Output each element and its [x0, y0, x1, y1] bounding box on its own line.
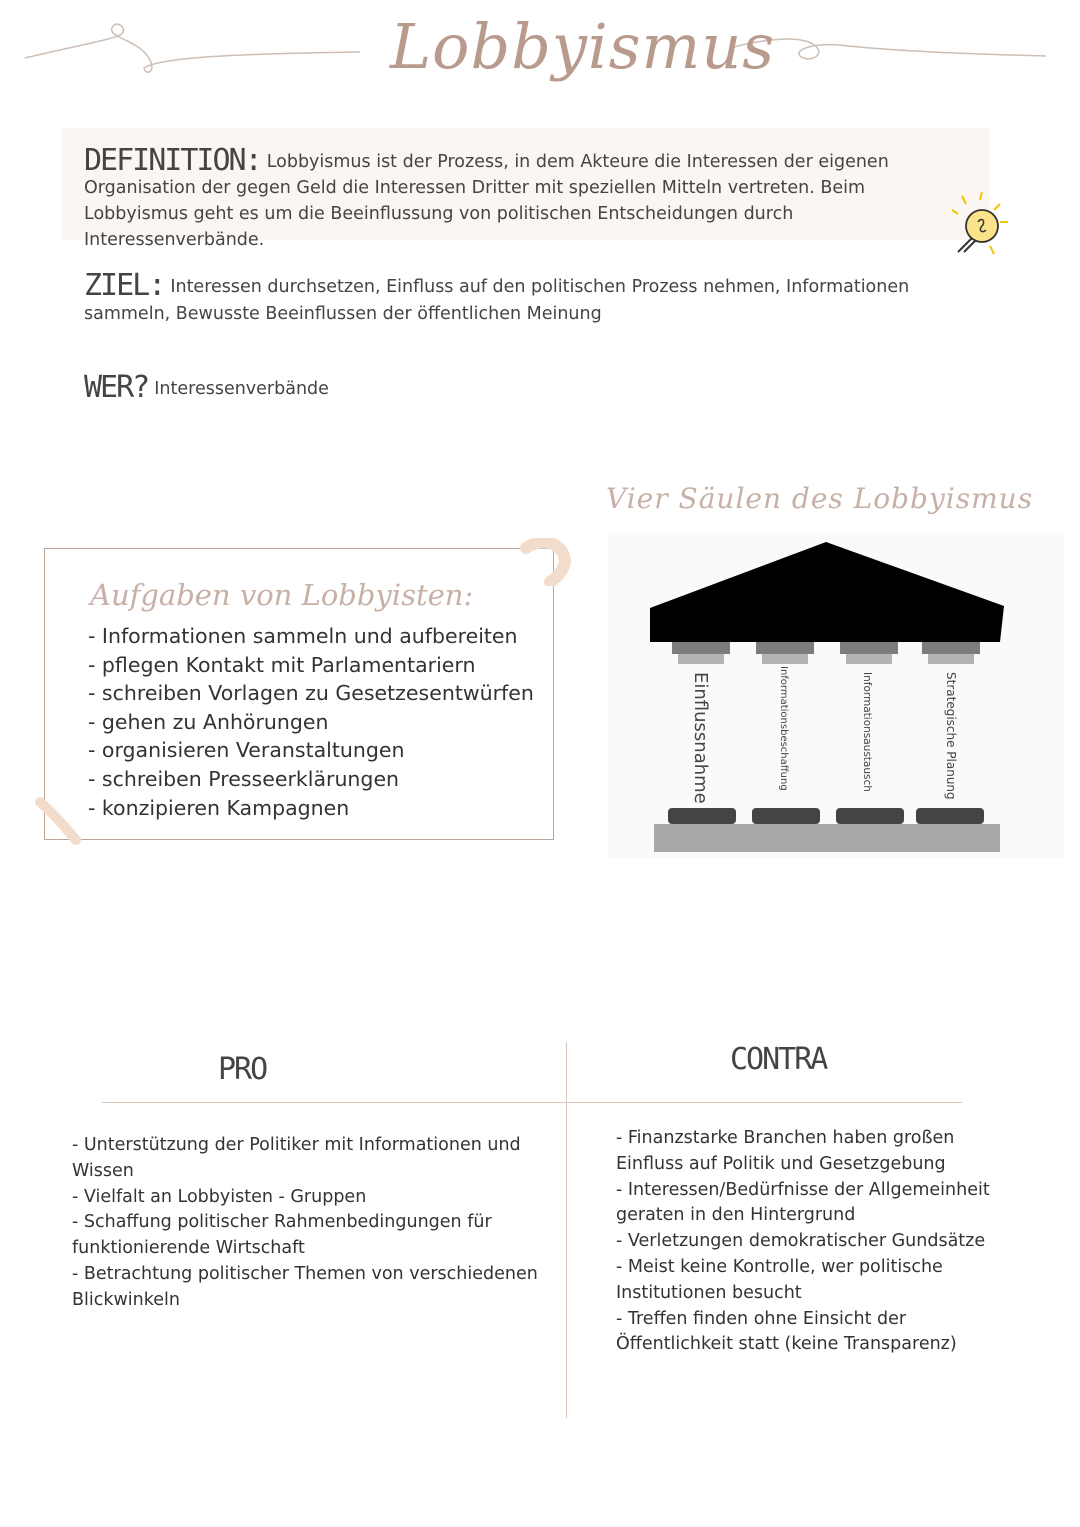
definition-label: DEFINITION: — [84, 143, 261, 178]
list-item: - Finanzstarke Branchen haben großen Einfluss auf Politik und Gesetzgebung — [616, 1128, 955, 1174]
table-divider-vertical — [566, 1042, 567, 1418]
wer-label: WER? — [84, 370, 149, 405]
ziel-block — [84, 268, 974, 328]
title-flourish-left — [20, 10, 380, 80]
list-item: - Informationen sammeln und aufbereiten — [88, 624, 518, 648]
contra-list — [616, 1126, 996, 1358]
column-bases — [668, 808, 984, 824]
list-item: - Verletzungen demokratischer Gundsätze — [616, 1231, 986, 1252]
pro-heading: PRO — [218, 1052, 267, 1087]
ziel-text: Interessen durchsetzen, Einfluss auf den politischen Prozess nehmen, Informationen sammeln, Bewusste Beeinflussen der öffentlichen Meinung — [84, 277, 910, 324]
frame-corner-decoration-2 — [34, 796, 84, 846]
frame-corner-decoration — [520, 538, 576, 586]
list-item: - organisieren Veranstaltungen — [88, 738, 405, 763]
list-item: - pflegen Kontakt mit Parlamentariern — [88, 652, 476, 677]
list-item: - Schaffung politischer Rahmenbedingungen für funktionierende Wirtschaft — [72, 1212, 492, 1259]
temple-roof — [650, 542, 1004, 642]
list-item: - Vielfalt an Lobbyisten - Gruppen — [72, 1186, 367, 1207]
lightbulb-icon — [942, 190, 1016, 262]
temple-graphic — [608, 532, 1064, 858]
list-item: - Meist keine Kontrolle, wer politische Institutionen besucht — [616, 1256, 943, 1303]
pillars-diagram — [608, 532, 1064, 858]
saeulen-heading: Vier Säulen des Lobbyismus — [606, 482, 1034, 515]
title-flourish-right — [728, 28, 1058, 73]
list-item: - Interessen/Bedürfnisse der Allgemeinheit geraten in den Hintergrund — [616, 1179, 990, 1226]
page-title: Lobbyismus — [390, 10, 776, 83]
table-divider-horizontal — [102, 1102, 962, 1103]
list-item: - gehen zu Anhörungen — [88, 709, 329, 734]
definition-block — [84, 143, 974, 253]
list-item: - Betrachtung politischer Themen von verschiedenen Blickwinkeln — [72, 1263, 538, 1310]
pillar-label-einflussnahme: Einflussnahme — [690, 672, 711, 804]
contra-heading: CONTRA — [730, 1042, 827, 1077]
aufgaben-heading: Aufgaben von Lobbyisten: — [90, 578, 474, 612]
ziel-label: ZIEL: — [84, 268, 165, 303]
list-item: - schreiben Vorlagen zu Gesetzesentwürfen — [88, 681, 534, 706]
pillar-label-informationsaustausch: Informationsaustausch — [861, 672, 873, 792]
list-item: - Treffen finden ohne Einsicht der Öffentlichkeit statt (keine Transparenz) — [616, 1308, 957, 1355]
list-item: - schreiben Presseerklärungen — [88, 766, 400, 791]
list-item: - Unterstützung der Politiker mit Informationen und Wissen — [72, 1135, 521, 1181]
definition-text: Lobbyismus ist der Prozess, in dem Akteure die Interessen der eigenen Organisation der gegen Geld die Interessen Dritter mit speziellen Mitteln vertreten. Beim Lobbyismus geht es um die Beeinflussung von politischen Entscheidungen durch Interessenverbände. — [84, 152, 889, 250]
pillar-label-informationsbeschaffung: Informationsbeschaffung — [778, 666, 789, 791]
column-caps — [672, 642, 980, 664]
aufgaben-list — [88, 622, 534, 822]
wer-block — [84, 370, 329, 405]
wer-text: Interessenverbände — [154, 379, 329, 399]
list-item: - konzipieren Kampagnen — [88, 795, 350, 820]
pro-list — [72, 1133, 542, 1314]
temple-foundation — [654, 824, 1000, 852]
pillar-label-strategische-planung: Strategische Planung — [944, 672, 958, 800]
